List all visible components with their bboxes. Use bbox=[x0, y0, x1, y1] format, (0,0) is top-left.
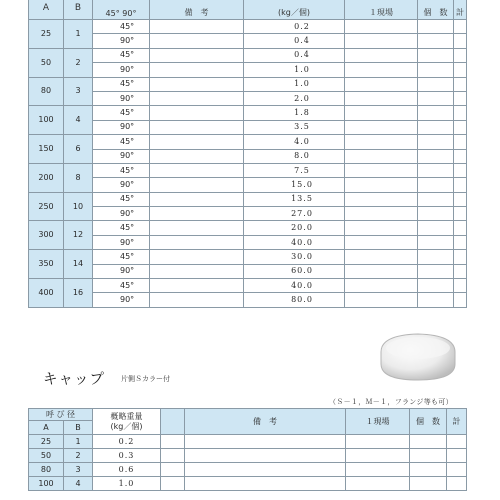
cell-total bbox=[454, 149, 467, 163]
header-total: 計 bbox=[454, 0, 467, 20]
cell-total bbox=[454, 120, 467, 134]
cell-remarks bbox=[150, 293, 244, 307]
cell-a: 25 bbox=[29, 435, 64, 449]
header-b: B bbox=[64, 0, 93, 20]
cell-qty bbox=[418, 77, 454, 91]
cell-a: 150 bbox=[29, 135, 64, 164]
cell-qty bbox=[418, 48, 454, 62]
cap-note: （Ｓ－１，Ｍ－１，フランジ等も可） bbox=[329, 398, 453, 406]
cell-total bbox=[447, 435, 467, 449]
cell-a: 200 bbox=[29, 163, 64, 192]
cell-pad bbox=[161, 477, 185, 491]
cell-remarks bbox=[150, 120, 244, 134]
cell-remarks bbox=[150, 235, 244, 249]
cell-weight: 13.5 bbox=[244, 192, 345, 206]
cell-a: 250 bbox=[29, 192, 64, 221]
table-row bbox=[29, 91, 467, 105]
cell-qty bbox=[418, 192, 454, 206]
cell-weight: 1.8 bbox=[244, 106, 345, 120]
cell-total bbox=[447, 463, 467, 477]
cell-qty bbox=[418, 207, 454, 221]
table-row bbox=[29, 449, 467, 463]
cell-site bbox=[345, 149, 418, 163]
cell-site bbox=[345, 120, 418, 134]
table-row bbox=[29, 48, 467, 62]
cell-total bbox=[454, 48, 467, 62]
cell-weight: 30.0 bbox=[244, 250, 345, 264]
cell-total bbox=[454, 178, 467, 192]
cell-angle: 90° bbox=[93, 149, 150, 163]
table-row bbox=[29, 149, 467, 163]
header-qty: 個 数 bbox=[410, 409, 447, 435]
cell-qty bbox=[410, 463, 447, 477]
cap-subtitle: 片側Ｓカラー付 bbox=[121, 375, 170, 383]
cell-angle: 45° bbox=[93, 192, 150, 206]
cell-total bbox=[454, 279, 467, 293]
cell-site bbox=[345, 264, 418, 278]
cell-remarks bbox=[150, 207, 244, 221]
cell-angle: 90° bbox=[93, 178, 150, 192]
cell-a: 300 bbox=[29, 221, 64, 250]
cell-pad bbox=[161, 449, 185, 463]
cell-remarks bbox=[150, 163, 244, 177]
cell-site bbox=[346, 449, 410, 463]
cell-weight: 0.4 bbox=[244, 48, 345, 62]
cell-b: 14 bbox=[64, 250, 93, 279]
cell-total bbox=[447, 477, 467, 491]
cell-qty bbox=[418, 20, 454, 34]
cell-angle: 90° bbox=[93, 264, 150, 278]
table-row bbox=[29, 20, 467, 34]
cell-qty bbox=[418, 178, 454, 192]
cell-qty bbox=[418, 135, 454, 149]
cell-weight: 7.5 bbox=[244, 163, 345, 177]
cell-total bbox=[454, 293, 467, 307]
cell-b: 10 bbox=[64, 192, 93, 221]
cell-remarks bbox=[150, 77, 244, 91]
cell-b: 6 bbox=[64, 135, 93, 164]
cell-angle: 45° bbox=[93, 20, 150, 34]
cell-total bbox=[454, 250, 467, 264]
cell-angle: 90° bbox=[93, 207, 150, 221]
cell-total bbox=[454, 235, 467, 249]
table-row bbox=[29, 163, 467, 177]
cap-title: キャップ bbox=[43, 372, 105, 388]
elbow-weight-table bbox=[28, 0, 467, 308]
cap-product-image bbox=[378, 326, 458, 382]
cell-weight: 15.0 bbox=[244, 178, 345, 192]
table-row bbox=[29, 77, 467, 91]
table-row bbox=[29, 435, 467, 449]
cell-remarks bbox=[150, 221, 244, 235]
table-row bbox=[29, 221, 467, 235]
cell-site bbox=[345, 221, 418, 235]
header-weight bbox=[93, 409, 161, 435]
cell-total bbox=[454, 192, 467, 206]
cell-remarks bbox=[150, 192, 244, 206]
cell-angle: 45° bbox=[93, 106, 150, 120]
cell-a: 350 bbox=[29, 250, 64, 279]
cell-angle: 90° bbox=[93, 293, 150, 307]
header-site: １現場 bbox=[345, 0, 418, 20]
table-header-row bbox=[29, 0, 467, 20]
cell-b: 16 bbox=[64, 279, 93, 308]
table-row bbox=[29, 106, 467, 120]
cell-remarks bbox=[150, 91, 244, 105]
cell-site bbox=[345, 48, 418, 62]
table-row bbox=[29, 63, 467, 77]
cell-weight: 4.0 bbox=[244, 135, 345, 149]
cell-angle: 90° bbox=[93, 63, 150, 77]
table-row bbox=[29, 463, 467, 477]
header-remarks: 備 考 bbox=[150, 0, 244, 20]
cell-angle: 90° bbox=[93, 91, 150, 105]
cell-site bbox=[345, 63, 418, 77]
cell-a: 100 bbox=[29, 477, 64, 491]
cell-a: 25 bbox=[29, 20, 64, 49]
cell-remarks bbox=[150, 178, 244, 192]
cell-angle: 45° bbox=[93, 48, 150, 62]
cell-qty bbox=[418, 34, 454, 48]
header-pad bbox=[161, 409, 185, 435]
table-row bbox=[29, 279, 467, 293]
cell-site bbox=[345, 250, 418, 264]
cell-total bbox=[454, 91, 467, 105]
cell-qty bbox=[418, 221, 454, 235]
cell-angle: 90° bbox=[93, 120, 150, 134]
cell-b: 1 bbox=[64, 20, 93, 49]
cell-weight: 1.0 bbox=[93, 477, 161, 491]
header-nominal: 呼 び 径 bbox=[29, 409, 93, 421]
cell-qty bbox=[418, 63, 454, 77]
cell-total bbox=[454, 106, 467, 120]
cell-remarks bbox=[185, 449, 346, 463]
cell-weight: 0.2 bbox=[244, 20, 345, 34]
cell-b: 4 bbox=[64, 106, 93, 135]
table-row bbox=[29, 250, 467, 264]
cell-weight: 1.0 bbox=[244, 63, 345, 77]
cell-site bbox=[345, 20, 418, 34]
cell-weight: 40.0 bbox=[244, 279, 345, 293]
cell-weight: 40.0 bbox=[244, 235, 345, 249]
cell-weight: 20.0 bbox=[244, 221, 345, 235]
cell-pad bbox=[161, 435, 185, 449]
table-row bbox=[29, 135, 467, 149]
cell-remarks bbox=[150, 34, 244, 48]
cell-weight: 80.0 bbox=[244, 293, 345, 307]
cell-qty bbox=[418, 106, 454, 120]
header-b: B bbox=[64, 421, 93, 435]
cell-qty bbox=[418, 120, 454, 134]
cell-qty bbox=[418, 235, 454, 249]
cell-weight: 8.0 bbox=[244, 149, 345, 163]
cell-qty bbox=[418, 293, 454, 307]
cell-remarks bbox=[150, 135, 244, 149]
cell-site bbox=[346, 435, 410, 449]
header-site: １現場 bbox=[346, 409, 410, 435]
cell-site bbox=[345, 163, 418, 177]
cell-a: 50 bbox=[29, 449, 64, 463]
cell-b: 8 bbox=[64, 163, 93, 192]
cell-total bbox=[454, 77, 467, 91]
cell-weight: 2.0 bbox=[244, 91, 345, 105]
table-row bbox=[29, 192, 467, 206]
cell-remarks bbox=[150, 106, 244, 120]
cell-angle: 45° bbox=[93, 250, 150, 264]
cell-site bbox=[345, 77, 418, 91]
cell-b: 2 bbox=[64, 449, 93, 463]
cell-total bbox=[454, 34, 467, 48]
header-angles: 45° 90° bbox=[93, 0, 150, 20]
cell-b: 2 bbox=[64, 48, 93, 77]
cell-angle: 90° bbox=[93, 235, 150, 249]
cell-qty bbox=[418, 250, 454, 264]
cell-remarks bbox=[150, 48, 244, 62]
cell-total bbox=[454, 63, 467, 77]
cell-site bbox=[345, 91, 418, 105]
cell-weight: 60.0 bbox=[244, 264, 345, 278]
cell-angle: 45° bbox=[93, 279, 150, 293]
cell-remarks bbox=[185, 477, 346, 491]
cell-weight: 0.2 bbox=[93, 435, 161, 449]
cell-site bbox=[345, 178, 418, 192]
cell-remarks bbox=[150, 20, 244, 34]
cell-a: 80 bbox=[29, 77, 64, 106]
table-row bbox=[29, 120, 467, 134]
cell-angle: 45° bbox=[93, 221, 150, 235]
cell-site bbox=[345, 192, 418, 206]
cell-angle: 45° bbox=[93, 163, 150, 177]
cell-qty bbox=[418, 279, 454, 293]
cell-qty bbox=[418, 91, 454, 105]
cap-weight-table bbox=[28, 408, 467, 491]
cell-qty bbox=[418, 163, 454, 177]
cell-site bbox=[345, 293, 418, 307]
cell-b: 1 bbox=[64, 435, 93, 449]
header-a: A bbox=[29, 421, 64, 435]
cell-remarks bbox=[150, 250, 244, 264]
cell-a: 100 bbox=[29, 106, 64, 135]
cell-qty bbox=[418, 149, 454, 163]
cell-qty bbox=[418, 264, 454, 278]
header-weight-unit: (kg／個) bbox=[244, 0, 345, 20]
cell-total bbox=[454, 20, 467, 34]
table-row bbox=[29, 178, 467, 192]
cell-weight: 0.3 bbox=[93, 449, 161, 463]
cell-remarks bbox=[185, 463, 346, 477]
cell-total bbox=[454, 264, 467, 278]
cell-total bbox=[454, 163, 467, 177]
cell-a: 50 bbox=[29, 48, 64, 77]
cell-total bbox=[454, 221, 467, 235]
cell-b: 3 bbox=[64, 463, 93, 477]
cell-angle: 90° bbox=[93, 34, 150, 48]
cell-qty bbox=[410, 435, 447, 449]
cell-site bbox=[345, 34, 418, 48]
header-qty: 個 数 bbox=[418, 0, 454, 20]
cell-a: 400 bbox=[29, 279, 64, 308]
cell-b: 4 bbox=[64, 477, 93, 491]
cell-site bbox=[345, 235, 418, 249]
cell-total bbox=[454, 135, 467, 149]
cell-site bbox=[345, 106, 418, 120]
cell-site bbox=[346, 463, 410, 477]
table-row bbox=[29, 293, 467, 307]
cell-weight: 27.0 bbox=[244, 207, 345, 221]
cell-angle: 45° bbox=[93, 135, 150, 149]
cell-b: 12 bbox=[64, 221, 93, 250]
cell-weight: 0.6 bbox=[93, 463, 161, 477]
cell-site bbox=[345, 207, 418, 221]
header-remarks: 備 考 bbox=[185, 409, 346, 435]
header-a: A bbox=[29, 0, 64, 20]
cell-angle: 45° bbox=[93, 77, 150, 91]
cell-site bbox=[346, 477, 410, 491]
table-header-row bbox=[29, 409, 467, 421]
cell-b: 3 bbox=[64, 77, 93, 106]
table-row bbox=[29, 235, 467, 249]
table-row bbox=[29, 264, 467, 278]
header-weight-line2: (kg／個) bbox=[110, 421, 143, 431]
cell-qty bbox=[410, 449, 447, 463]
cell-weight: 1.0 bbox=[244, 77, 345, 91]
cell-remarks bbox=[150, 264, 244, 278]
cell-site bbox=[345, 135, 418, 149]
table-row bbox=[29, 207, 467, 221]
cell-weight: 3.5 bbox=[244, 120, 345, 134]
cell-remarks bbox=[150, 149, 244, 163]
cell-remarks bbox=[150, 279, 244, 293]
cell-total bbox=[447, 449, 467, 463]
cell-weight: 0.4 bbox=[244, 34, 345, 48]
cell-remarks bbox=[150, 63, 244, 77]
cell-remarks bbox=[185, 435, 346, 449]
table-row bbox=[29, 477, 467, 491]
cell-site bbox=[345, 279, 418, 293]
header-weight-line1: 概略重量 bbox=[110, 411, 143, 421]
cell-a: 80 bbox=[29, 463, 64, 477]
cell-total bbox=[454, 207, 467, 221]
cell-qty bbox=[410, 477, 447, 491]
header-total: 計 bbox=[447, 409, 467, 435]
table-row bbox=[29, 34, 467, 48]
cell-pad bbox=[161, 463, 185, 477]
